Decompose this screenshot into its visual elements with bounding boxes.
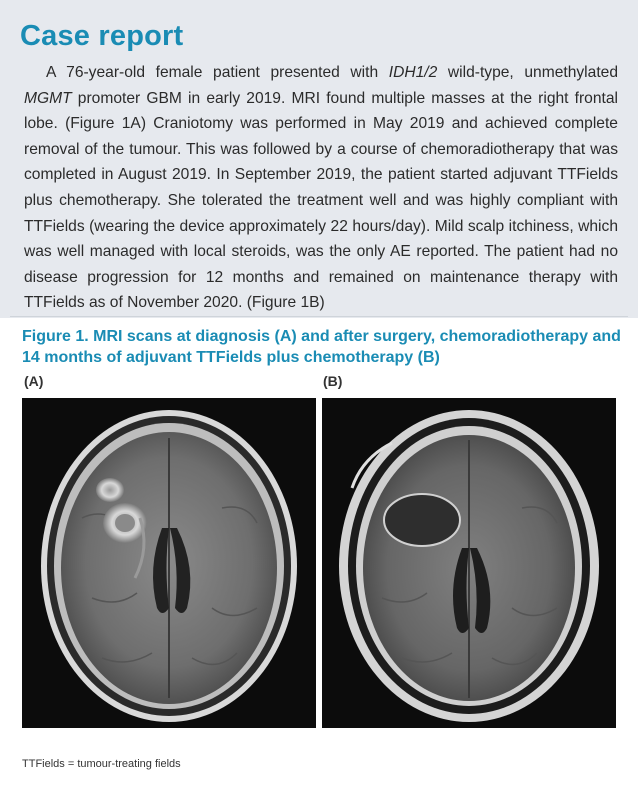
case-report-paragraph: [24, 60, 618, 316]
mri-scan-a: [22, 398, 316, 728]
panel-b-label: (B): [323, 373, 343, 389]
figure-footnote: TTFields = tumour-treating fields: [22, 758, 181, 770]
mri-scan-b: [322, 398, 616, 728]
case-report-section: [0, 0, 638, 312]
case-report-title: Case report: [20, 20, 184, 52]
paragraph-text: wild-type, unmethylated: [437, 64, 618, 81]
section-divider: [10, 316, 628, 317]
panel-a-label: (A): [24, 373, 44, 389]
paragraph-text: A 76-year-old female patient presented with: [46, 64, 389, 81]
figure-panel: [0, 318, 638, 800]
gene-name: MGMT: [24, 89, 72, 107]
figure-caption: Figure 1. MRI scans at diagnosis (A) and after surgery, chemoradiotherapy and 14 months of adjuvant TTFields plus chemotherapy (B): [22, 328, 621, 366]
paragraph-text: promoter GBM in early 2019. MRI found multiple masses at the right frontal lobe. (Figure 1A) Craniotomy was performed in May 2019 and achieved complete removal of the tumour. This was followed by a course of chemoradiotherapy that was completed in August 2019. In September 2019, the patient started adjuvant TTFields plus chemotherapy. She tolerated the treatment well and was highly compliant with TTFields (wearing the device approximately 22 hours/day). Mild scalp itchiness, which was well managed with local steroids, was the only AE reported. The patient had no disease progression for 12 months and remained on maintenance therapy with TTFields as of November 2020. (Figure 1B): [24, 89, 618, 312]
gene-name: IDH1/2: [388, 64, 438, 81]
